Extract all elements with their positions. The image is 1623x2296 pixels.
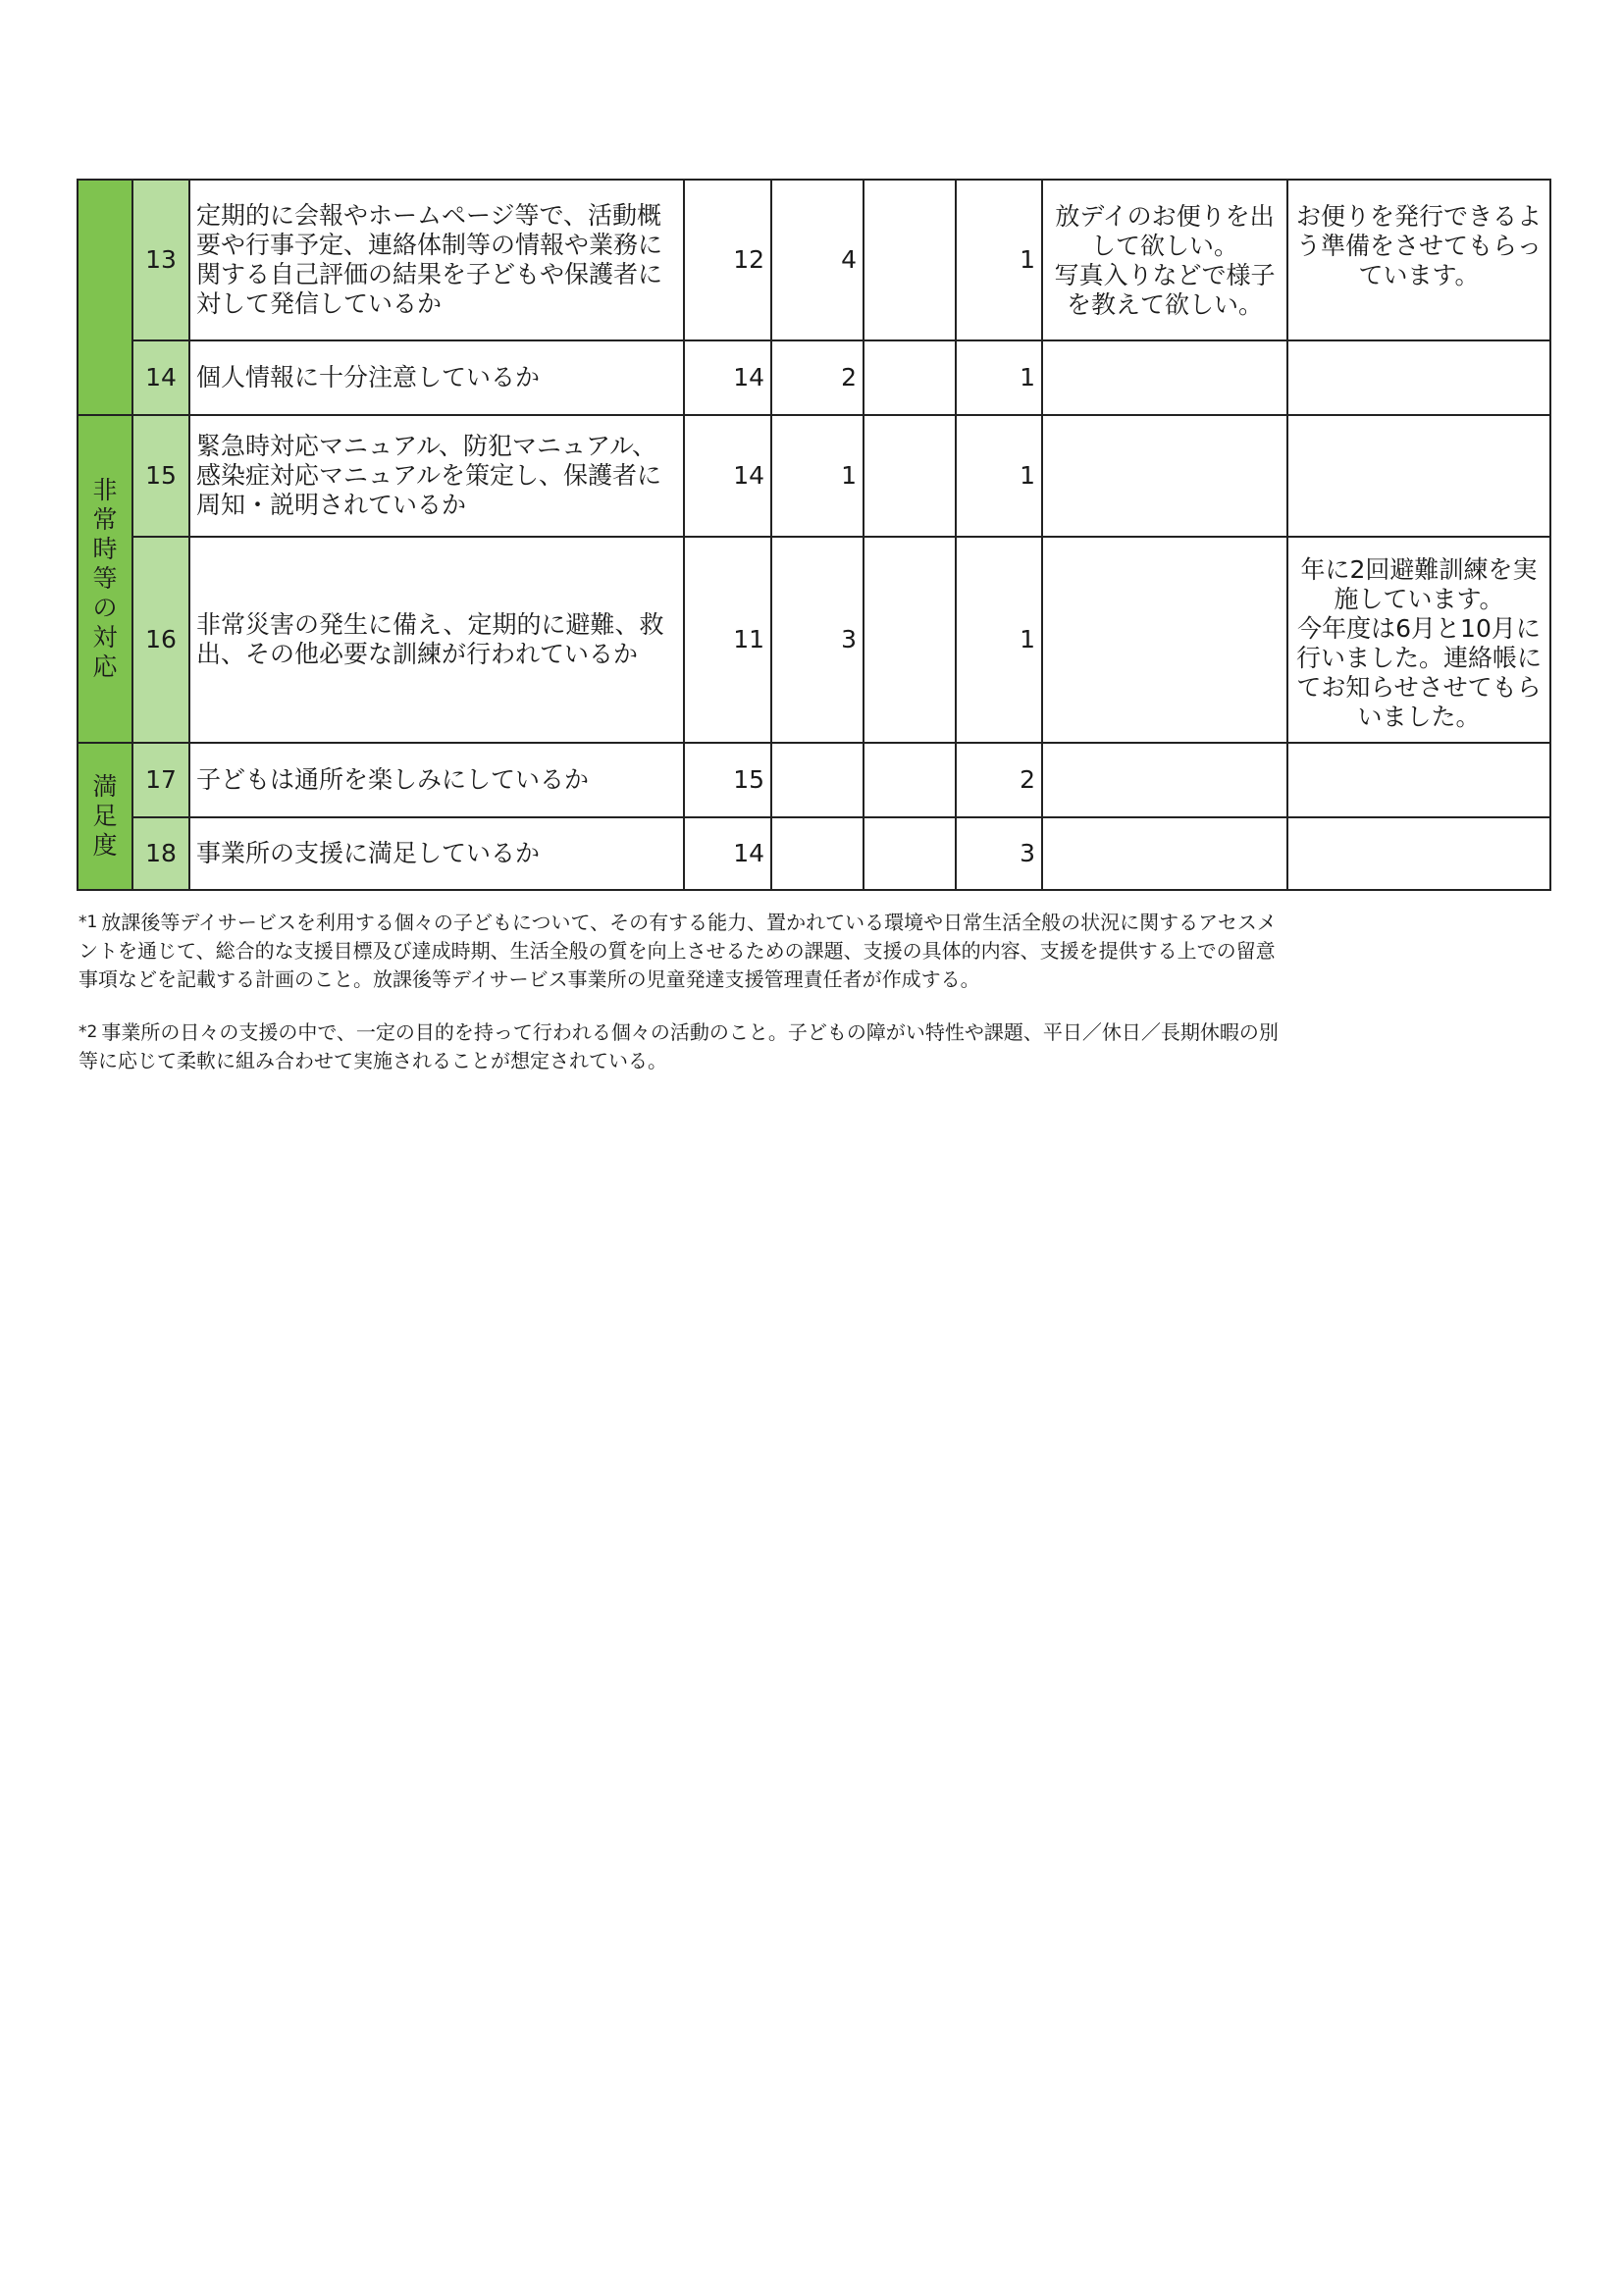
footnote-text: 放課後等デイサービスを利用する個々の子どもについて、その有する能力、置かれている環境や日常生活全般の状況に関するアセスメントを通じて、総合的な支援目標及び達成時期、生活全般の質を向上させるための課題、支援の具体的内容、支援を提供する上での留意事項などを記載する計画のこと。放課後等デイサービス事業所の児童発達支援管理責任者が作成する。 — [79, 911, 1277, 991]
count-no — [864, 415, 956, 537]
count-blank: 1 — [956, 415, 1042, 537]
facility-response — [1287, 415, 1550, 537]
question-text: 定期的に会報やホームページ等で、活動概要や行事予定、連絡体制等の情報や業務に関する自己評価の結果を子どもや保護者に対して発信しているか — [189, 180, 684, 340]
guardian-comment — [1042, 340, 1287, 415]
count-yes: 14 — [684, 340, 771, 415]
table-row — [78, 743, 1550, 817]
row-number: 13 — [132, 180, 189, 340]
facility-response: 年に2回避難訓練を実施しています。 今年度は6月と10月に行いました。連絡帳にてお知らせさせてもらいました。 — [1287, 537, 1550, 743]
facility-response: お便りを発行できるよう準備をさせてもらっています。 — [1287, 180, 1550, 340]
count-yes: 12 — [684, 180, 771, 340]
footnote-text: 事業所の日々の支援の中で、一定の目的を持って行われる個々の活動のこと。子どもの障がい特性や課題、平日／休日／長期休暇の別等に応じて柔軟に組み合わせて実施されることが想定されている。 — [79, 1020, 1279, 1072]
question-text: 子どもは通所を楽しみにしているか — [189, 743, 684, 817]
count-no — [864, 743, 956, 817]
count-no — [864, 817, 956, 890]
category-cell-emergency: 非常時等の対応 — [78, 415, 132, 743]
guardian-comment — [1042, 537, 1287, 743]
count-unknown: 2 — [771, 340, 864, 415]
guardian-comment — [1042, 415, 1287, 537]
count-yes: 14 — [684, 817, 771, 890]
count-unknown: 4 — [771, 180, 864, 340]
table-row — [78, 340, 1550, 415]
guardian-comment — [1042, 817, 1287, 890]
row-number: 16 — [132, 537, 189, 743]
count-unknown: 3 — [771, 537, 864, 743]
table-row — [78, 180, 1550, 340]
question-text: 個人情報に十分注意しているか — [189, 340, 684, 415]
count-blank: 1 — [956, 537, 1042, 743]
facility-response — [1287, 340, 1550, 415]
table-row — [78, 817, 1550, 890]
facility-response — [1287, 817, 1550, 890]
guardian-comment: 放デイのお便りを出して欲しい。 写真入りなどで様子を教えて欲しい。 — [1042, 180, 1287, 340]
count-yes: 11 — [684, 537, 771, 743]
count-yes: 14 — [684, 415, 771, 537]
footnote-mark: *1 — [79, 913, 98, 932]
count-blank: 1 — [956, 180, 1042, 340]
count-yes: 15 — [684, 743, 771, 817]
question-text: 事業所の支援に満足しているか — [189, 817, 684, 890]
count-blank: 1 — [956, 340, 1042, 415]
row-number: 17 — [132, 743, 189, 817]
guardian-comment — [1042, 743, 1287, 817]
table-row — [78, 537, 1550, 743]
footnote-2 — [79, 1018, 1285, 1075]
count-unknown — [771, 817, 864, 890]
count-unknown — [771, 743, 864, 817]
footnote-1 — [79, 909, 1285, 994]
evaluation-table — [77, 179, 1551, 891]
count-unknown: 1 — [771, 415, 864, 537]
row-number: 14 — [132, 340, 189, 415]
count-blank: 3 — [956, 817, 1042, 890]
question-text: 非常災害の発生に備え、定期的に避難、救出、その他必要な訓練が行われているか — [189, 537, 684, 743]
count-blank: 2 — [956, 743, 1042, 817]
footnote-mark: *2 — [79, 1022, 98, 1042]
count-no — [864, 537, 956, 743]
row-number: 15 — [132, 415, 189, 537]
category-cell-satisfaction: 満足度 — [78, 743, 132, 890]
count-no — [864, 180, 956, 340]
facility-response — [1287, 743, 1550, 817]
table-row — [78, 415, 1550, 537]
category-cell-info — [78, 180, 132, 415]
count-no — [864, 340, 956, 415]
row-number: 18 — [132, 817, 189, 890]
question-text: 緊急時対応マニュアル、防犯マニュアル、感染症対応マニュアルを策定し、保護者に周知・説明されているか — [189, 415, 684, 537]
